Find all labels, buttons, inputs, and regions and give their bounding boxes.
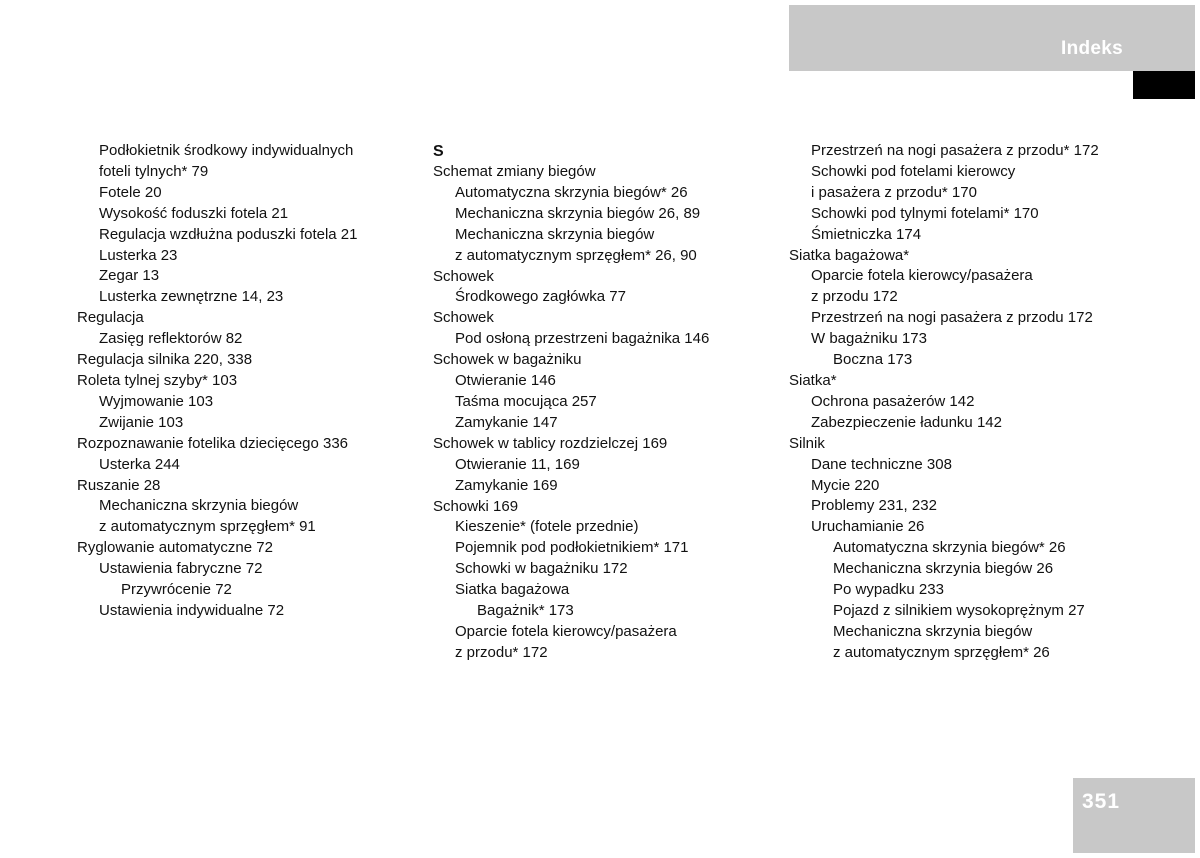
index-subentry: Usterka 244 [99,455,180,473]
index-entry: Regulacja [77,309,144,327]
index-entry: Siatka bagażowa* [789,246,910,264]
index-subentry: Zasięg reflektorów 82 [99,330,243,348]
index-entry: Schowek [433,309,494,327]
page-number: 351 [1082,790,1121,813]
index-entry: Schemat zmiany biegów [433,163,596,180]
index-subentry: Ustawienia indywidualne 72 [99,601,285,619]
index-subentry: Przestrzeń na nogi pasażera z przodu 172 [811,309,1093,327]
index-subentry: Zwijanie 103 [99,413,184,431]
index-subentry: Podłokietnik środkowy indywidualnych [99,142,354,159]
index-column-2 [433,141,793,664]
index-subentry: W bagażniku 173 [811,330,927,348]
index-subentry: z automatycznym sprzęgłem* 91 [99,518,316,536]
index-subentry: Bagażnik* 173 [477,602,574,620]
index-subentry: Ustawienia fabryczne 72 [99,560,263,578]
index-subentry: Mechaniczna skrzynia biegów [455,225,655,243]
index-subentry: Po wypadku 233 [833,581,944,599]
index-subentry: Mechaniczna skrzynia biegów 26 [833,560,1054,578]
section-letter: S [433,143,444,160]
index-subentry: Pod osłoną przestrzeni bagażnika 146 [455,330,710,348]
index-subentry: Taśma mocująca 257 [455,392,597,410]
section-marker [1133,71,1195,99]
index-subentry: z automatycznym sprzęgłem* 26 [833,643,1050,661]
index-subentry: Problemy 231, 232 [811,497,937,515]
index-entry: Silnik [789,434,825,452]
index-subentry: z przodu* 172 [455,643,548,661]
index-subentry: Kieszenie* (fotele przednie) [455,518,639,536]
index-subentry: Mechaniczna skrzynia biegów [833,622,1033,640]
index-subentry: Wyjmowanie 103 [99,392,214,410]
index-subentry: Lusterka 23 [99,246,178,264]
index-subentry: Mechaniczna skrzynia biegów 26, 89 [455,204,701,222]
index-entry: Regulacja silnika 220, 338 [77,351,253,369]
index-subentry: z automatycznym sprzęgłem* 26, 90 [455,246,697,264]
index-entry: Ruszanie 28 [77,476,161,494]
index-subentry: Śmietniczka 174 [811,225,922,243]
index-subentry: Pojemnik pod podłokietnikiem* 171 [455,539,689,557]
page-number-box [1073,778,1195,853]
index-subentry: Dane techniczne 308 [811,455,952,473]
index-subentry: Przywrócenie 72 [121,581,232,599]
index-subentry: Schowki pod tylnymi fotelami* 170 [811,204,1039,222]
index-subentry: Środkowego zagłówka 77 [455,288,626,306]
index-subentry: Uruchamianie 26 [811,518,925,536]
index-entry: Roleta tylnej szyby* 103 [77,371,238,389]
index-subentry: Ochrona pasażerów 142 [811,392,975,410]
index-subentry: Zamykanie 169 [455,476,558,494]
index-subentry: Zabezpieczenie ładunku 142 [811,413,1002,431]
index-subentry: Automatyczna skrzynia biegów* 26 [455,183,688,201]
index-entry: Rozpoznawanie fotelika dziecięcego 336 [77,434,349,452]
index-entry: Schowek [433,267,494,285]
index-column-1 [77,141,437,622]
index-subentry: Otwieranie 146 [455,372,556,390]
index-subentry: z przodu 172 [811,288,898,306]
index-entry: Schowki 169 [433,497,519,515]
index-subentry: Mycie 220 [811,476,880,494]
index-subentry: Regulacja wzdłużna poduszki fotela 21 [99,225,358,243]
index-subentry: Otwieranie 11, 169 [455,455,580,473]
index-entry: Ryglowanie automatyczne 72 [77,539,273,557]
index-entry: Siatka* [789,371,837,389]
index-subentry: Schowki w bagażniku 172 [455,560,628,578]
index-subentry: Mechaniczna skrzynia biegów [99,497,299,515]
index-column-3 [789,141,1149,664]
index-subentry: Zamykanie 147 [455,413,558,431]
index-subentry: Automatyczna skrzynia biegów* 26 [833,539,1066,557]
index-subentry: Oparcie fotela kierowcy/pasażera [455,622,677,640]
index-subentry: Zegar 13 [99,267,160,285]
index-subentry: i pasażera z przodu* 170 [811,183,977,201]
index-subentry: Pojazd z silnikiem wysokoprężnym 27 [833,601,1085,619]
index-subentry: Przestrzeń na nogi pasażera z przodu* 172 [811,142,1099,159]
index-subentry: Schowki pod fotelami kierowcy [811,162,1016,180]
index-subentry: Boczna 173 [833,351,913,369]
index-subentry: Lusterka zewnętrzne 14, 23 [99,288,284,306]
index-subentry: foteli tylnych* 79 [99,162,209,180]
index-subentry: Fotele 20 [99,183,162,201]
index-entry: Schowek w bagażniku [433,351,582,369]
index-subentry: Oparcie fotela kierowcy/pasażera [811,267,1033,285]
index-entry: Schowek w tablicy rozdzielczej 169 [433,434,668,452]
section-header-tab [789,5,1195,71]
index-subentry: Wysokość foduszki fotela 21 [99,204,289,222]
section-title: Indeks [1061,38,1123,59]
index-subentry: Siatka bagażowa [455,581,570,599]
